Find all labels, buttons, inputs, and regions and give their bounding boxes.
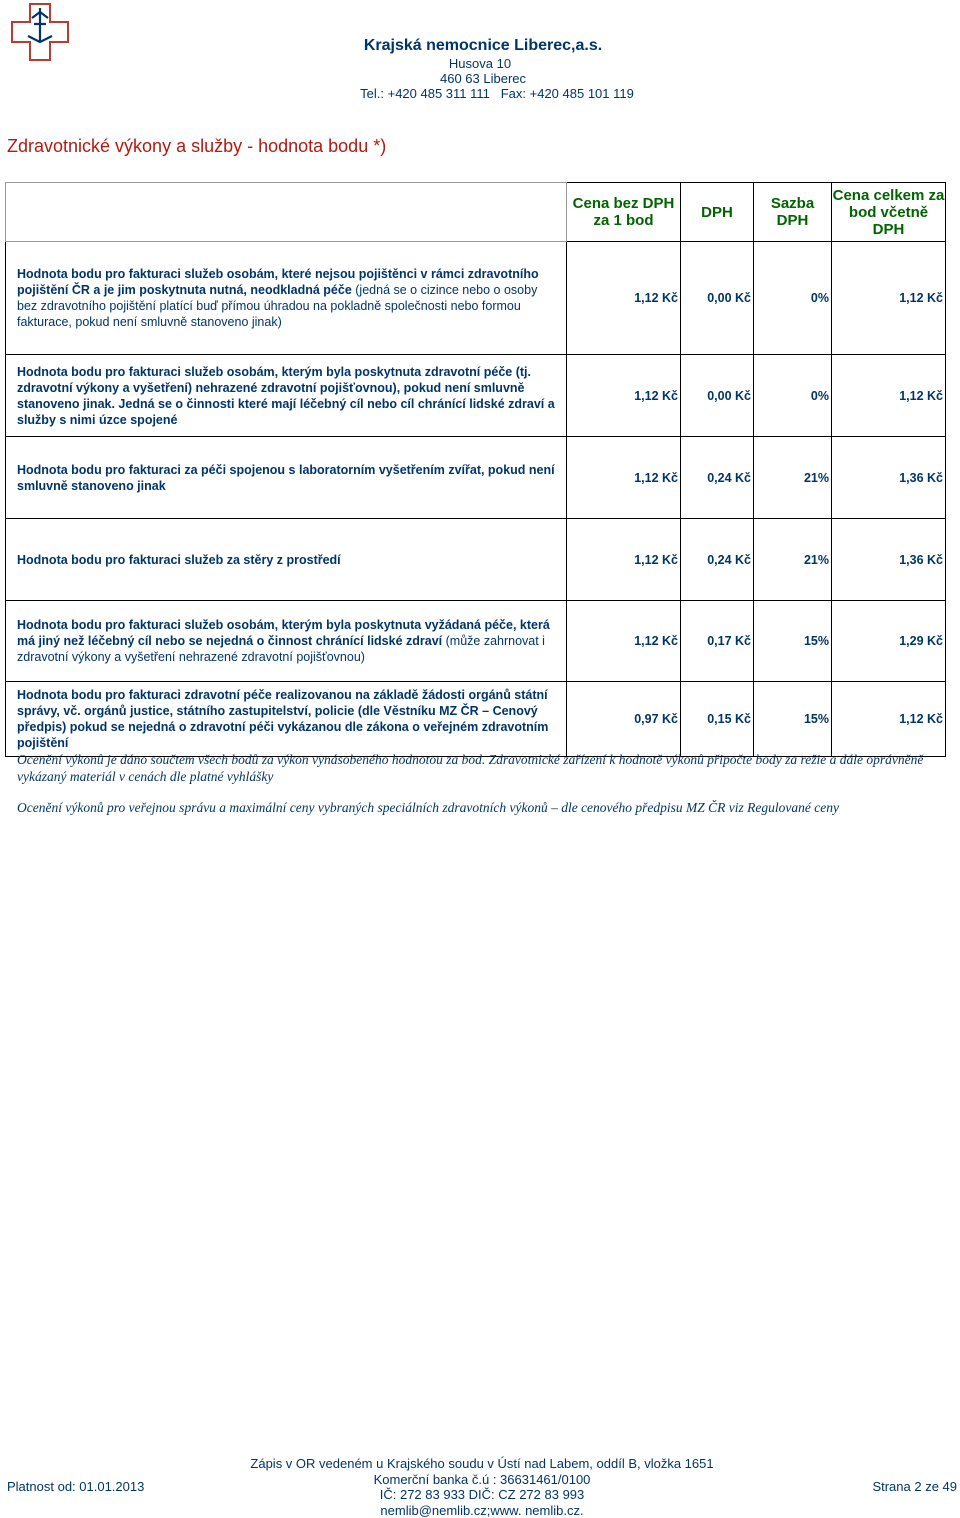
footer-company-info [250, 1456, 713, 1518]
footer-page-number: Strana 2 ze 49 [872, 1479, 957, 1494]
footer-web: nemlib@nemlib.cz;www. nemlib.cz. [380, 1502, 584, 1518]
row-description [6, 682, 567, 757]
table-row [6, 519, 946, 601]
footer-register: Zápis v OR vedeném u Krajského soudu v Ústí nad Labem, oddíl B, vložka 1651 [250, 1456, 714, 1471]
header-description [6, 183, 567, 242]
page-title: Zdravotnické výkony a služby - hodnota bodu *) [7, 136, 387, 156]
row-vat: 0,15 Kč [681, 682, 754, 757]
header-price: Cena bez DPH za 1 bod [567, 183, 681, 242]
table-header-row [6, 183, 946, 242]
row-vat: 0,00 Kč [681, 355, 754, 437]
table-row [6, 242, 946, 355]
organization-street: Husova 10 [448, 56, 512, 71]
row-description-bold: Hodnota bodu pro fakturaci služeb osobám, které nejsou pojištěnci v rámci zdravotního pojištění ČR a je jim poskytnuta nutná, neodkladná péče [17, 267, 539, 297]
hospital-cross-logo [10, 2, 70, 62]
public-administration-note: Ocenění výkonů pro veřejnou správu a maximální ceny vybraných speciálních zdravotních výkonů – dle cenového předpisu MZ ČR viz Regulované ceny [17, 800, 839, 815]
row-description [6, 355, 567, 437]
row-price: 1,12 Kč [567, 242, 681, 355]
row-vat: 0,00 Kč [681, 242, 754, 355]
organization-contact: Tel.: +420 485 311 111 Fax: +420 485 101 119 [360, 86, 634, 101]
header-vat: DPH [681, 183, 754, 242]
row-rate: 21% [754, 519, 832, 601]
row-description-bold: Hodnota bodu pro fakturaci za péči spojenou s laboratorním vyšetřením zvířat, pokud není smluvně stanoveno jinak [17, 462, 555, 493]
row-total: 1,12 Kč [832, 682, 946, 757]
header-rate: Sazba DPH [754, 183, 832, 242]
row-description-bold: Hodnota bodu pro fakturaci služeb osobám, kterým byla poskytnuta vyžádaná péče, která má jiný než léčebný cíl nebo se nejedná o činnost chránící lidské zdraví [17, 618, 550, 648]
organization-name: Krajská nemocnice Liberec,a.s. [363, 37, 603, 54]
footer-valid-from: Platnost od: 01.01.2013 [7, 1479, 145, 1494]
row-price: 1,12 Kč [567, 437, 681, 519]
row-vat: 0,24 Kč [681, 437, 754, 519]
row-vat: 0,17 Kč [681, 601, 754, 682]
row-description [6, 437, 567, 519]
row-description-bold: Hodnota bodu pro fakturaci zdravotní péče realizovanou na základě žádosti orgánů státní správy, vč. orgánů justice, státního zastupitelství, policie (dle Věstníku MZ ČR – Cenový předpis) pokud se nejedná o zdravotní péči vykázanou dle zákona o veřejném zdravotním pojištění [17, 688, 549, 750]
row-total: 1,12 Kč [832, 355, 946, 437]
row-price: 1,12 Kč [567, 355, 681, 437]
row-description [6, 519, 567, 601]
row-price: 1,12 Kč [567, 519, 681, 601]
row-description [6, 601, 567, 682]
row-rate: 15% [754, 682, 832, 757]
row-rate: 0% [754, 242, 832, 355]
row-description-normal: (jedná se o cizince nebo o osoby bez zdravotního pojištění platící buď přímou úhradou na pokladně společnosti nebo formou fakturace, pokud není smluvně stanoveno jinak) [17, 283, 538, 329]
row-rate: 15% [754, 601, 832, 682]
table-row [6, 682, 946, 757]
pricing-note: Ocenění výkonů je dáno součtem všech bodů za výkon vynásobeného hodnotou za bod. Zdravotnické zařízení k hodnotě výkonů připočte body za režie a dále oprávněně vykázaný materiál v cenách dle platné vyhlášky [17, 752, 924, 784]
row-total: 1,29 Kč [832, 601, 946, 682]
organization-city: 460 63 Liberec [439, 71, 527, 86]
row-vat: 0,24 Kč [681, 519, 754, 601]
row-total: 1,36 Kč [832, 437, 946, 519]
table-row [6, 437, 946, 519]
row-total: 1,36 Kč [832, 519, 946, 601]
row-description-bold: Hodnota bodu pro fakturaci služeb za stěry z prostředí [17, 552, 341, 567]
row-rate: 21% [754, 437, 832, 519]
price-table [5, 182, 946, 757]
row-total: 1,12 Kč [832, 242, 946, 355]
row-description-bold: Hodnota bodu pro fakturaci služeb osobám, kterým byla poskytnuta zdravotní péče (tj. zdravotní výkony a vyšetření) nehrazené zdravotní pojišťovnou), pokud není smluvně stanoveno jinak. Jedná se o činnosti které mají léčebný cíl nebo cíl chránící lidské zdraví a služby s nimi úzce spojené [17, 364, 555, 427]
row-description [6, 242, 567, 355]
footer-ids: IČ: 272 83 933 DIČ: CZ 272 83 993 [379, 1487, 585, 1502]
row-price: 1,12 Kč [567, 601, 681, 682]
footer-bank: Komerční banka č.ú : 36631461/0100 [373, 1471, 591, 1487]
table-row [6, 601, 946, 682]
row-price: 0,97 Kč [567, 682, 681, 757]
header-total: Cena celkem za bod včetně DPH [832, 183, 946, 242]
table-row [6, 355, 946, 437]
row-rate: 0% [754, 355, 832, 437]
row-description-normal: (může zahrnovat i zdravotní výkony a vyšetření nehrazené zdravotní pojišťovnou) [17, 634, 545, 664]
